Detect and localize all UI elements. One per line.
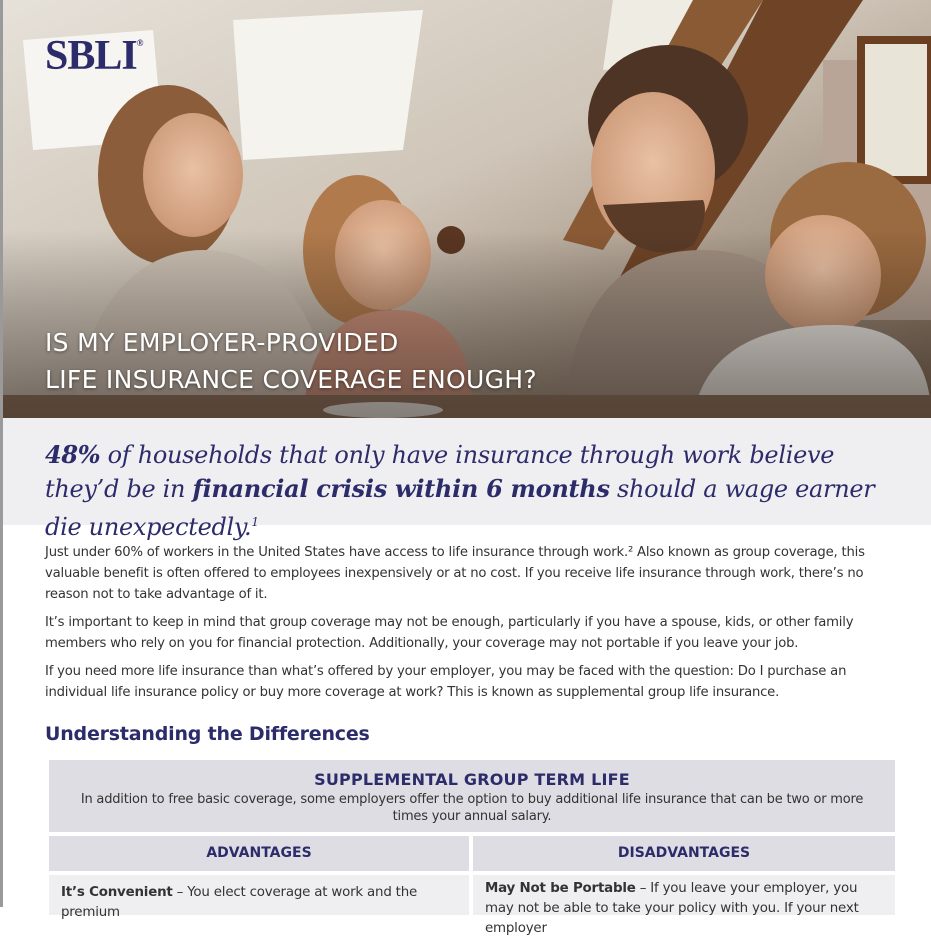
column-header-advantages: ADVANTAGES bbox=[49, 836, 469, 871]
hero-title bbox=[45, 324, 537, 398]
disadvantage-cell bbox=[473, 875, 895, 936]
stat-emphasis: financial crisis within 6 months bbox=[192, 474, 610, 503]
disadvantage-text: – If you leave your employer, you may not be able to take your policy with you. If your next employer bbox=[485, 881, 859, 936]
hero-title-line-1: IS MY EMPLOYER-PROVIDED bbox=[45, 328, 399, 357]
sbli-logo bbox=[45, 32, 142, 80]
advantage-title: It’s Convenient bbox=[61, 885, 173, 900]
stat-callout bbox=[45, 438, 905, 544]
table-header bbox=[49, 760, 895, 832]
disadvantage-title: May Not be Portable bbox=[485, 881, 636, 896]
advantage-text: – You elect coverage at work and the premium bbox=[61, 885, 418, 920]
stat-text-part-2: should a wage earner die unexpectedly. bbox=[45, 475, 875, 541]
stat-percent: 48% bbox=[45, 440, 101, 469]
paragraph-2: It’s important to keep in mind that group coverage may not be enough, particularly if you have a spouse, kids, or other family members who rely on you for financial protection. Additionally, your coverage may not portable if you leave your job. bbox=[45, 615, 854, 651]
logo-text: SBLI bbox=[45, 33, 137, 79]
stat-text-part-1: of households that only have insurance through work believe they’d be in bbox=[45, 441, 835, 503]
advantage-cell bbox=[49, 875, 469, 920]
hero-banner bbox=[3, 0, 931, 418]
paragraph-1: Just under 60% of workers in the United States have access to life insurance through work.² Also known as group coverage, this valuable benefit is often offered to employees inexpensively or at no cost. If you receive life insurance through work, there’s no reason not to take advantage of it. bbox=[45, 545, 865, 602]
table-subtitle: In addition to free basic coverage, some employers offer the option to buy additional life insurance that can be two or more times your annual salary. bbox=[80, 792, 864, 824]
document-page bbox=[3, 0, 931, 936]
section-heading: Understanding the Differences bbox=[45, 723, 370, 745]
table-title: SUPPLEMENTAL GROUP TERM LIFE bbox=[314, 770, 630, 789]
stat-footnote: 1 bbox=[251, 515, 259, 529]
paragraph-3: If you need more life insurance than what’s offered by your employer, you may be faced with the question: Do I purchase an individual life insurance policy or buy more coverage at work? This is known as supplemental group life insurance. bbox=[45, 664, 847, 700]
column-header-disadvantages: DISADVANTAGES bbox=[473, 836, 895, 871]
logo-registered-mark: ® bbox=[136, 38, 143, 48]
hero-title-line-2: LIFE INSURANCE COVERAGE ENOUGH? bbox=[45, 365, 537, 394]
